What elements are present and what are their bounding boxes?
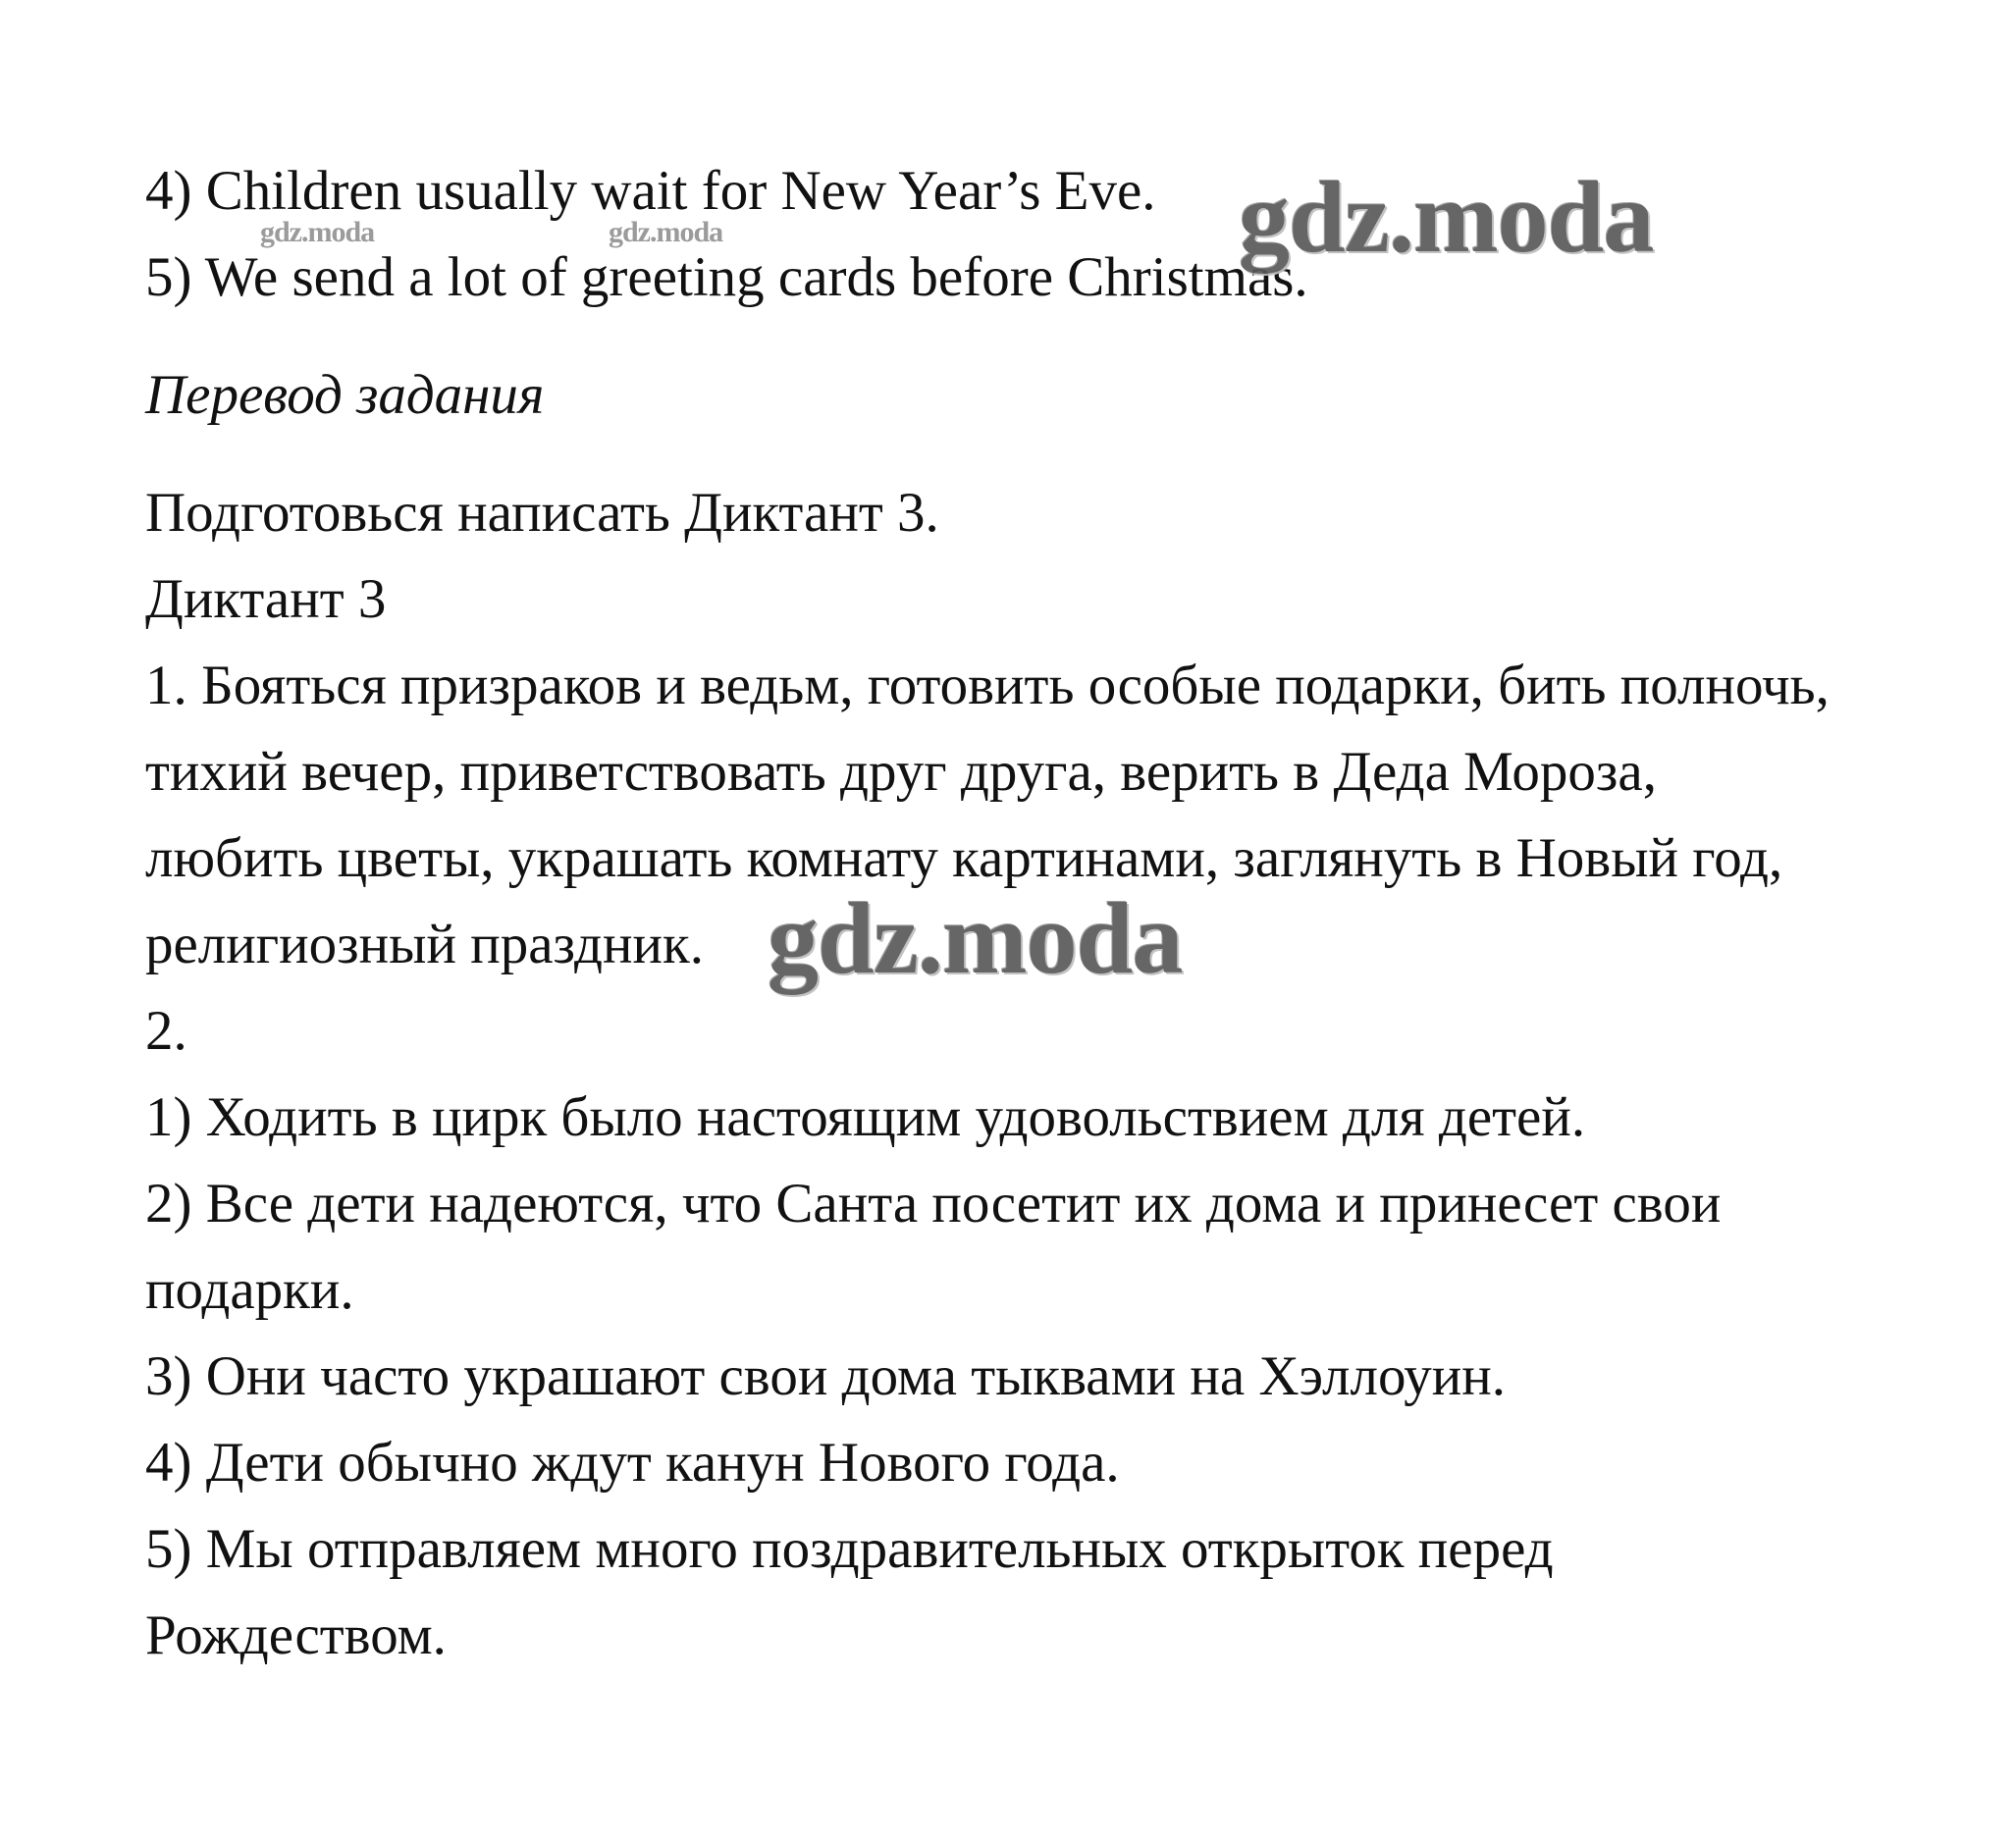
watermark-small-1: gdz.moda bbox=[260, 216, 375, 248]
task-text: Подготовься написать Диктант 3. bbox=[145, 482, 939, 544]
part1-line-1: 1. Бояться призраков и ведьм, готовить особые подарки, бить полночь, bbox=[145, 655, 1830, 716]
dictation-title: Диктант 3 bbox=[145, 568, 387, 630]
part2-sentence-5-line-1: 5) Мы отправляем много поздравительных открыток перед bbox=[145, 1518, 1554, 1580]
translation-heading: Перевод задания bbox=[145, 364, 545, 426]
watermark-small-2: gdz.moda bbox=[609, 216, 723, 248]
part2-sentence-3: 3) Они часто украшают свои дома тыквами на Хэллоуин. bbox=[145, 1345, 1507, 1407]
english-sentence-5: 5) We send a lot of greeting cards before Christmas. bbox=[145, 246, 1308, 308]
part2-sentence-1: 1) Ходить в цирк было настоящим удовольствием для детей. bbox=[145, 1086, 1586, 1148]
part2-sentence-4: 4) Дети обычно ждут канун Нового года. bbox=[145, 1432, 1120, 1494]
watermark-large-1: gdz.moda bbox=[1239, 161, 1654, 274]
part2-sentence-5-line-2: Рождеством. bbox=[145, 1604, 447, 1666]
part1-line-2: тихий вечер, приветствовать друг друга, верить в Деда Мороза, bbox=[145, 741, 1657, 803]
english-sentence-4: 4) Children usually wait for New Year’s Eve. bbox=[145, 160, 1156, 222]
part2-sentence-2-line-1: 2) Все дети надеются, что Санта посетит их дома и принесет свои bbox=[145, 1173, 1722, 1235]
watermark-large-2: gdz.moda bbox=[768, 882, 1183, 995]
part1-line-3: любить цветы, украшать комнату картинами, заглянуть в Новый год, bbox=[145, 827, 1783, 889]
part1-line-4: религиозный праздник. bbox=[145, 914, 704, 975]
part2-number: 2. bbox=[145, 1000, 187, 1062]
part2-sentence-2-line-2: подарки. bbox=[145, 1259, 354, 1321]
